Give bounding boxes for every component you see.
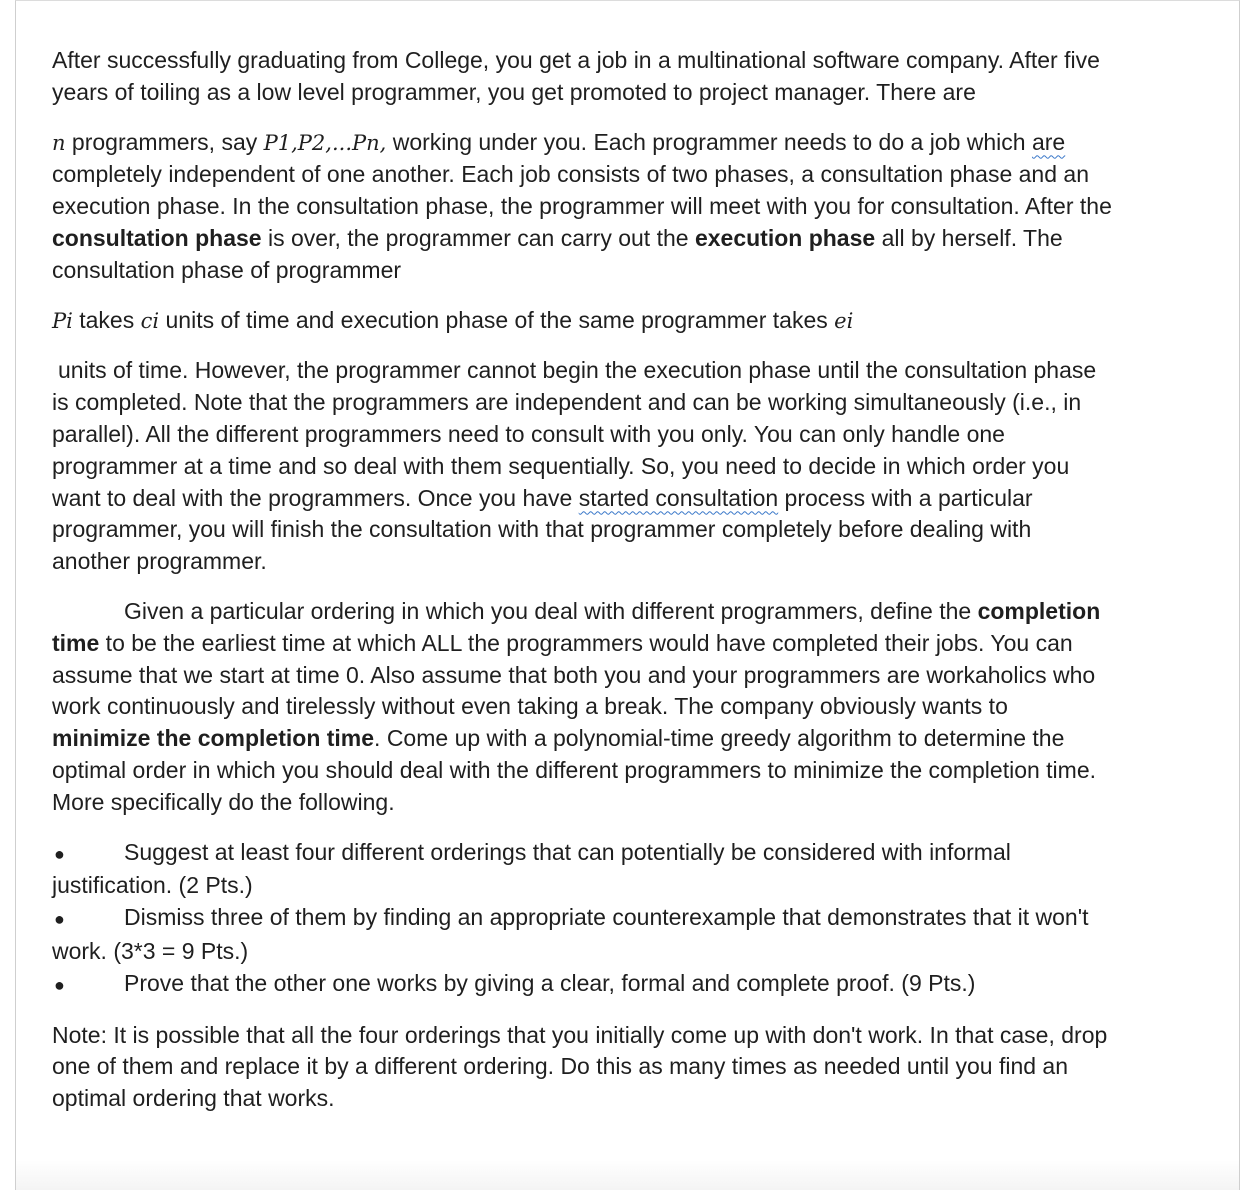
list-item: ● Suggest at least four different orderings that can potentially be considered with informal justification. (2 Pts.) [52, 838, 1011, 899]
paragraph-completion-time: Given a particular ordering in which you deal with different programmers, define the completion time to be the earliest time at which ALL the programmers would have completed their jobs. You can assume that we start at time 0. Also assume that both you and your programmers are workaholics who work continuously and tirelessly without even taking a break. The company obviously wants to minimize the completion time. Come up with a polynomial-time greedy algorithm to determine the optimal order in which you should deal with the different programmers to minimize the completion time. More specifically do the following. [52, 597, 1101, 815]
math-pi: Pi [52, 308, 73, 333]
list-item: ● Dismiss three of them by finding an appropriate counterexample that demonstrates that it won't work. (3*3 = 9 Pts.) [52, 904, 1089, 964]
bullet-icon: ● [54, 909, 65, 930]
bullet-icon: ● [54, 974, 65, 995]
math-programmer-list: P1,P2,...Pn, [263, 130, 387, 155]
math-ci: ci [140, 308, 160, 333]
paragraph-programmers: n programmers, say P1,P2,...Pn, working under you. Each programmer needs to do a job which are completely independent of one another. Each job consists of two phases, a consultation phase and an execution phase. In the consultation phase, the programmer will meet with you for consultation. After the consultation phase is over, the programmer can carry out the execution phase all by herself. The consultation phase of programmer [52, 128, 1112, 283]
bold-completion-time: completion time [52, 597, 1101, 656]
bold-minimize-completion-time: minimize the completion time [52, 725, 375, 752]
task-list [52, 837, 1112, 1002]
math-ei: ei [834, 308, 854, 333]
document-body [52, 45, 1112, 1115]
bullet-icon: ● [54, 843, 65, 864]
paragraph-intro: After successfully graduating from College, you get a job in a multinational software company. After five years of toiling as a low level programmer, you get promoted to project manager. There are [52, 47, 1100, 105]
bold-consultation-phase: consultation phase [52, 224, 262, 251]
list-item: ● Prove that the other one works by giving a clear, formal and complete proof. (9 Pts.) [52, 968, 1112, 1002]
paragraph-constraints: units of time. However, the programmer cannot begin the execution phase until the consultation phase is completed. Note that the programmers are independent and can be working simultaneously (i.e., in parallel). All the different programmers need to consult with you only. You can only handle one programmer at a time and so deal with them sequentially. So, you need to decide in which order you want to deal with the programmers. Once you have started consultation process with a particular programmer, you will finish the consultation with that programmer completely before dealing with another programmer. [52, 357, 1097, 575]
spellcheck-flag-are: are [1031, 128, 1066, 155]
spellcheck-flag-started-consultation: started consultation [578, 484, 779, 511]
bold-execution-phase: execution phase [694, 224, 876, 251]
math-n: n [52, 130, 66, 155]
paragraph-note: Note: It is possible that all the four orderings that you initially come up with don't work. In that case, drop one of them and replace it by a different ordering. Do this as many times as needed until you find an optimal ordering that works. [52, 1021, 1108, 1112]
paragraph-phase-durations: Pi takes ci units of time and execution phase of the same programmer takes ei [52, 306, 854, 333]
page-bottom-shadow [16, 1160, 1239, 1190]
